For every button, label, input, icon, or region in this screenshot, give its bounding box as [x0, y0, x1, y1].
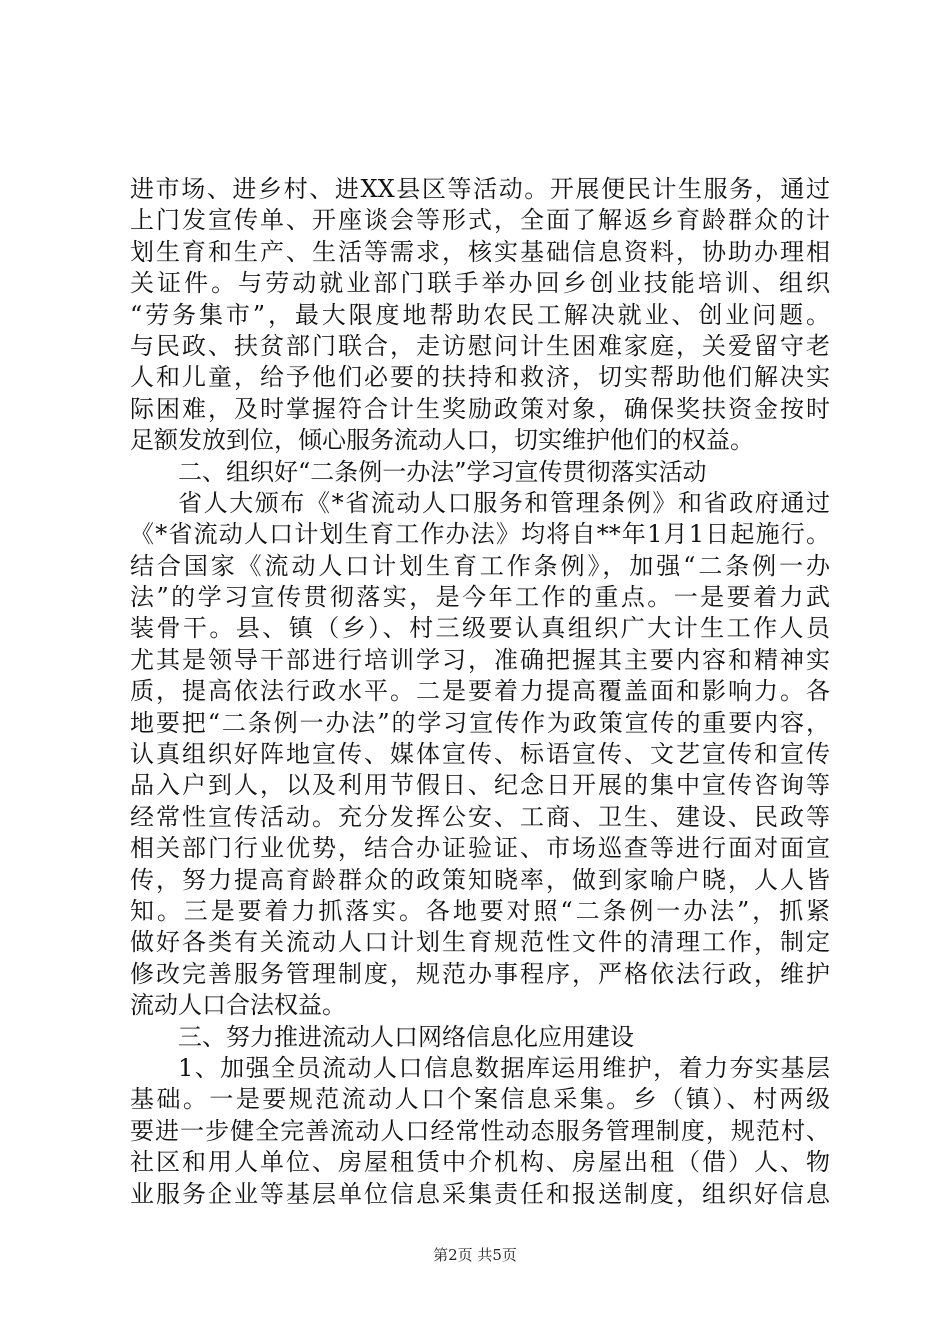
page-footer — [0, 1245, 950, 1265]
text-line: 做好各类有关流动人口计划生育规范性文件的清理工作，制定 — [130, 928, 830, 957]
text-line: 上门发宣传单、开座谈会等形式，全面了解返乡育龄群众的计 — [130, 206, 830, 235]
text-line: 结合国家《流动人口计划生育工作条例》，加强“二条例一办 — [130, 551, 830, 580]
text-line: 法”的学习宣传贯彻落实，是今年工作的重点。一是要着力武 — [130, 583, 830, 612]
text-line: 际困难，及时掌握符合计生奖励政策对象，确保奖扶资金按时 — [130, 394, 830, 423]
text-line: “劳务集市”，最大限度地帮助农民工解决就业、创业问题。 — [130, 300, 830, 329]
text-line: 关证件。与劳动就业部门联手举办回乡创业技能培训、组织 — [130, 269, 830, 298]
text-line: 进市场、进乡村、进XX县区等活动。开展便民计生服务，通过 — [130, 175, 830, 203]
text-line: 省人大颁布《*省流动人口服务和管理条例》和省政府通过 — [178, 488, 830, 517]
text-line: 1、加强全员流动人口信息数据库运用维护，着力夯实基层 — [178, 1053, 830, 1082]
text-line: 地要把“二条例一办法”的学习宣传作为政策宣传的重要内容， — [130, 708, 830, 737]
text-line: 修改完善服务管理制度，规范办事程序，严格依法行政，维护 — [130, 959, 830, 988]
text-line: 三、努力推进流动人口网络信息化应用建设 — [178, 1022, 634, 1051]
text-line: 社区和用人单位、房屋租赁中介机构、房屋出租（借）人、物 — [130, 1148, 830, 1177]
text-line: 装骨干。县、镇（乡）、村三级要认真组织广大计生工作人员 — [130, 614, 830, 643]
text-line: 相关部门行业优势，结合办证验证、市场巡查等进行面对面宣 — [130, 834, 830, 863]
text-line: 足额发放到位，倾心服务流动人口，切实维护他们的权益。 — [130, 426, 754, 455]
text-line: 业服务企业等基层单位信息采集责任和报送制度，组织好信息 — [130, 1179, 830, 1208]
text-line: 尤其是领导干部进行培训学习，准确把握其主要内容和精神实 — [130, 645, 830, 674]
document-body — [130, 174, 830, 1210]
page-number-label: 第2页 共5页 — [433, 1246, 517, 1264]
text-line: 质，提高依法行政水平。二是要着力提高覆盖面和影响力。各 — [130, 677, 830, 706]
text-line: 知。三是要着力抓落实。各地要对照“二条例一办法”，抓紧 — [130, 896, 830, 925]
text-line: 要进一步健全完善流动人口经常性动态服务管理制度，规范村、 — [130, 1116, 830, 1145]
text-line: 《*省流动人口计划生育工作办法》均将自**年1月1日起施行。 — [130, 520, 830, 549]
text-line: 划生育和生产、生活等需求，核实基础信息资料，协助办理相 — [130, 237, 830, 266]
text-line: 二、组织好“二条例一办法”学习宣传贯彻落实活动 — [178, 457, 707, 486]
text-line: 基础。一是要规范流动人口个案信息采集。乡（镇）、村两级 — [130, 1085, 830, 1114]
text-line: 流动人口合法权益。 — [130, 991, 346, 1020]
text-line: 人和儿童，给予他们必要的扶持和救济，切实帮助他们解决实 — [130, 363, 830, 392]
text-line: 认真组织好阵地宣传、媒体宣传、标语宣传、文艺宣传和宣传 — [130, 740, 830, 769]
text-line: 经常性宣传活动。充分发挥公安、工商、卫生、建设、民政等 — [130, 802, 830, 831]
text-line: 品入户到人，以及利用节假日、纪念日开展的集中宣传咨询等 — [130, 771, 830, 800]
text-line: 传，努力提高育龄群众的政策知晓率，做到家喻户晓，人人皆 — [130, 865, 830, 894]
text-line: 与民政、扶贫部门联合，走访慰问计生困难家庭，关爱留守老 — [130, 331, 830, 360]
